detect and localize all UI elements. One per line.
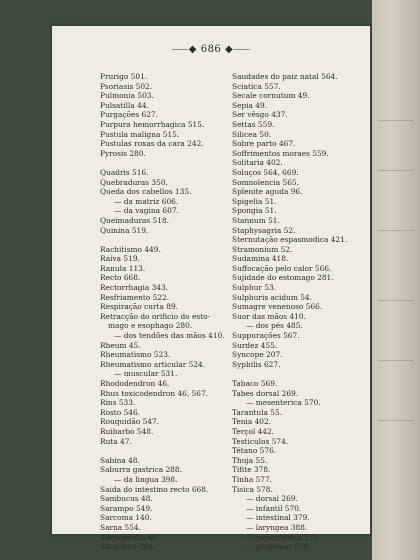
index-entry: Quinina 519. (100, 225, 149, 235)
index-entry: Syncope 207. (232, 350, 283, 360)
section-gap (100, 235, 230, 245)
index-subentry: — laryngea 388. (246, 522, 308, 532)
index-entry: Staphysagria 52. (232, 225, 296, 235)
index-entry: Rectorrhagia 343. (100, 283, 169, 293)
index-entry: Stramonium 52. (232, 244, 293, 254)
index-entry: Pulmonia 503. (100, 91, 154, 101)
index-entry: Quadris 516. (100, 167, 149, 177)
index-entry: Surdez 455. (232, 340, 278, 350)
index-entry: Pustula maligna 515. (100, 129, 180, 139)
index-entry: Rouquidão 547. (100, 417, 160, 427)
index-entry: Testiculos 574. (232, 436, 289, 446)
index-entry: Rheumatismo 523. (100, 350, 171, 360)
index-entry: Pustulas roxas da cara 242. (100, 139, 204, 149)
index-entry: Ranula 113. (100, 263, 146, 273)
index-entry: Soffrimentos moraes 559. (232, 148, 329, 158)
index-entry: Tinha 577. (232, 474, 273, 484)
index-entry-continuation: mago e esophago 280. (108, 321, 193, 331)
index-entry: Settas 559. (232, 119, 275, 129)
index-entry: Sobre parto 467. (232, 139, 296, 149)
section-gap (100, 158, 230, 168)
index-entry: Purgações 627. (100, 110, 158, 120)
index-entry: Spongia 51. (232, 206, 277, 216)
index-entry: Sepia 49. (232, 100, 268, 110)
index-entry: Terçol 442. (232, 426, 275, 436)
index-subentry: — dos tendões das mãos 410. (114, 331, 225, 341)
index-entry: Psoriasis 502. (100, 81, 153, 91)
index-entry: Somnolencia 565. (232, 177, 299, 187)
index-entry: Prurigo 501. (100, 72, 148, 81)
index-entry: Rheumatismo articular 524. (100, 359, 206, 369)
index-entry: Pyrosis 280. (100, 148, 146, 158)
index-entry: Suppurações 567. (232, 331, 300, 341)
index-entry: Saburra gastrica 288. (100, 465, 182, 475)
index-entry: Sulphuris acidum 54. (232, 292, 312, 302)
index-subentry: — mesenterica 570. (246, 532, 321, 542)
index-subentry: — da vagina 607. (114, 206, 179, 216)
index-entry: Tabes dorsal 269. (232, 388, 299, 398)
index-entry: Rhododendron 46. (100, 379, 170, 388)
index-entry: Tarantula 55. (232, 407, 283, 417)
index-entry: Sternutação espasmodica 421. (232, 235, 348, 245)
index-entry: Saudades do paiz natal 564. (232, 72, 338, 81)
index-subentry: — intestinal 379. (246, 513, 310, 523)
index-entry: Ser vêsgo 437. (232, 110, 288, 120)
book-page (52, 26, 370, 552)
index-entry: Silicea 50. (232, 129, 272, 139)
index-entry: Soluços 564, 669. (232, 167, 299, 177)
index-subentry: — da matriz 606. (114, 196, 179, 206)
index-subentry: — mesenterica 570. (246, 398, 321, 408)
index-subentry: — infantil 570. (246, 503, 302, 513)
ornament-left-icon: ⸺◆ (171, 44, 198, 55)
index-entry: Rachitismo 449. (100, 244, 161, 254)
index-entry: Quebraduras 350. (100, 177, 168, 187)
index-entry: Secale cornutum 49. (232, 91, 310, 101)
index-entry: Stannum 51. (232, 215, 280, 225)
index-entry: Splenite aguda 96. (232, 187, 303, 197)
index-entry: Solitaria 402. (232, 158, 283, 168)
index-subentry: — dorsal 269. (246, 494, 298, 504)
index-entry: Spigelia 51. (232, 196, 277, 206)
section-gap (232, 369, 366, 379)
index-subentry: — pulmonar 578. (246, 542, 311, 552)
index-entry: Sujidade do estomago 281. (232, 273, 334, 283)
ornament-right-icon: ◆⸺ (224, 44, 251, 55)
index-subentry: — da lingua 398. (114, 474, 178, 484)
index-entry: Thuja 55. (232, 455, 268, 465)
index-entry: Purpura hemorrhagica 515. (100, 119, 205, 129)
index-entry: Respiração curta 89. (100, 302, 179, 312)
index-entry: Sarna 554. (100, 522, 141, 532)
index-entry: Tenia 402. (232, 417, 272, 427)
index-entry: Retracção do orificio do esto- (100, 311, 211, 321)
index-entry: Tétano 576. (232, 446, 277, 456)
index-entry: Sumagre venenoso 566. (232, 302, 323, 312)
index-entry: Syphilis 627. (232, 359, 281, 369)
index-entry: Saida do intestino recto 668. (100, 484, 209, 494)
index-entry: Suor das mãos 410. (232, 311, 306, 321)
adjacent-page-edge (372, 0, 420, 560)
index-entry: Rhus toxicodendron 46, 567. (100, 388, 209, 398)
index-entry: Rins 533. (100, 398, 136, 408)
index-entry: Tifite 378. (232, 465, 271, 475)
index-entry: Ruibarbo 548. (100, 426, 154, 436)
index-column-right (232, 72, 366, 552)
index-entry: Sarcoma 140. (100, 513, 152, 523)
index-entry: Recto 668. (100, 273, 141, 283)
index-entry: Tabaco 569. (232, 379, 278, 388)
page-number (52, 40, 370, 55)
index-subentry: — dos pés 485. (246, 321, 303, 331)
index-entry: Sulphur 53. (232, 283, 277, 293)
index-entry: Sambucus 48. (100, 494, 153, 504)
index-entry: Tisica 578. (232, 484, 273, 494)
index-entry: Resfriamento 522. (100, 292, 170, 302)
index-column-left (100, 72, 230, 552)
index-entry: Pulsatilla 44. (100, 100, 149, 110)
section-gap (100, 446, 230, 456)
index-entry: Sarampo 549. (100, 503, 153, 513)
index-entry: Sudamina 418. (232, 254, 289, 264)
index-entry: Rosto 546. (100, 407, 141, 417)
index-entry: Raiva 519. (100, 254, 140, 264)
index-subentry: — muscular 531. (114, 369, 178, 379)
page-number-text: 686 (200, 44, 222, 55)
index-entry: Queimaduras 518. (100, 215, 169, 225)
index-entry: Sciatica 557. (232, 81, 281, 91)
index-entry: Sabina 48. (100, 455, 140, 465)
index-entry: Satyriasis 204. (100, 542, 156, 552)
index-entry: Suffocação pelo calor 566. (232, 263, 332, 273)
index-entry: Queda dos cabellos 135. (100, 187, 192, 197)
index-entry: Ruta 47. (100, 436, 132, 446)
index-entry: Sarsaparilla 48. (100, 532, 160, 542)
index-entry: Rheum 45. (100, 340, 141, 350)
